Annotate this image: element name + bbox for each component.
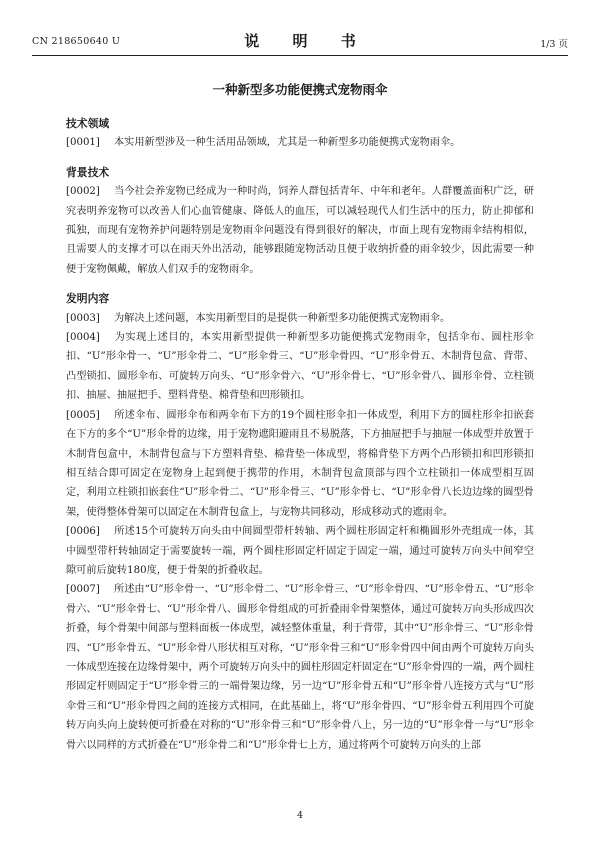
page-header <box>32 30 568 50</box>
paragraph <box>66 406 534 522</box>
paragraph-number: [0007] <box>66 584 100 596</box>
document-number: CN 218650640 U <box>32 36 121 47</box>
paragraph-number: [0006] <box>66 526 100 538</box>
paragraph-number: [0003] <box>66 312 100 324</box>
paragraph <box>66 182 534 279</box>
document-title: 一种新型多功能便携式宠物雨伞 <box>212 82 388 97</box>
paragraph <box>66 580 534 755</box>
paragraph-number: [0001] <box>66 137 100 149</box>
page-info: 1/3 页 <box>540 39 568 50</box>
section-background-art <box>66 163 534 279</box>
section-heading: 技术领域 <box>66 117 110 130</box>
document-body <box>66 114 534 755</box>
paragraph <box>66 133 534 152</box>
paragraph <box>66 328 534 406</box>
paragraph <box>66 309 534 328</box>
paragraph-text: 所述伞布、圆形伞布和两伞布下方的19个圆柱形伞扣一体成型，利用下方的圆柱形伞扣嵌套在下方的多个“U”形伞骨的边缘，用于宠物遮阳避雨且不易脱落，下方抽屉把手与抽屉一体成型并放置于木制背包盒中，木制背包盒与下方塑料背垫、棉背垫一体成型，将棉背垫下方两个凸形锁扣和凹形锁扣相互结合即可固定在宠物身上起到便于携带的作用，木制背包盒顶部与四个立柱锁扣一体成型相互固定，利用立柱锁扣嵌套住“U”形伞骨二、“U”形伞骨三、“U”形伞骨七、“U”形伞骨八长边边缘的圆型骨架，使得整体骨架可以固定在木制背包盒上，与宠物共同移动，形成移动式的遮雨伞。 <box>66 409 534 518</box>
paragraph-text: 为解决上述问题，本实用新型目的是提供一种新型多功能便携式宠物雨伞。 <box>114 312 451 324</box>
paragraph-number: [0005] <box>66 409 100 421</box>
paragraph <box>66 522 534 580</box>
paragraph-text: 本实用新型涉及一种生活用品领域，尤其是一种新型多功能便携式宠物雨伞。 <box>114 137 461 149</box>
paragraph-number: [0004] <box>66 332 100 344</box>
section-technical-field <box>66 114 534 153</box>
section-summary <box>66 289 534 755</box>
paragraph-number: [0002] <box>66 186 100 198</box>
paragraph-text: 当今社会养宠物已经成为一种时尚，饲养人群包括青年、中年和老年。人群覆盖面积广泛，研究表明养宠物可以改善人们心血管健康、降低人的血压，可以减轻现代人们生活中的压力，防止抑郁和孤独，而现有宠物养护问题特别是宠物雨伞问题没有得到很好的解决，市面上现有宠物雨伞结构相似，且需要人的支撑才可以在雨天外出活动，能够跟随宠物活动且便于收纳折叠的雨伞较少，因此需要一种便于宠物佩戴，解放人们双手的宠物雨伞。 <box>66 186 534 275</box>
header-divider <box>32 55 568 56</box>
paragraph-text: 所述由“U”形伞骨一、“U”形伞骨二、“U”形伞骨三、“U”形伞骨四、“U”形伞骨五、“U”形伞骨六、“U”形伞骨七、“U”形伞骨八、圆形伞骨组成的可折叠雨伞骨架整体，通过可旋转万向头形成四次折叠，每个骨架中间部与塑料面板一体成型，减轻整体重量，利于背带，其中“U”形伞骨三、“U”形伞骨四、“U”形伞骨五、“U”形伞骨八形状相互对称，“U”形伞骨三和“U”形伞骨四中间由两个可旋转万向头一体成型连接在边缘骨架中，两个可旋转万向头中的圆柱形固定杆固定在“U”形伞骨四的一端，两个圆柱形固定杆则固定于“U”形伞骨三的一端骨架边缘，另一边“U”形伞骨五和“U”形伞骨八连接方式与“U”形伞骨三和“U”形伞骨四之间的连接方式相同，在此基础上，将“U”形伞骨四、“U”形伞骨五利用四个可旋转万向头向上旋转便可折叠在对称的“U”形伞骨三和“U”形伞骨八上，另一边的“U”形伞骨一与“U”形伞骨六以同样的方式折叠在“U”形伞骨二和“U”形伞骨七上方，通过将两个可旋转万向头的上部 <box>66 584 534 751</box>
document-type: 说 明 书 <box>244 32 370 50</box>
page-number: 4 <box>296 810 304 821</box>
section-heading: 背景技术 <box>66 165 110 179</box>
paragraph-text: 所述15个可旋转万向头由中间圆型带杆转轴、两个圆柱形固定杆和椭圆形外壳组成一体，其中圆型带杆转轴固定于需要旋转一端，两个圆柱形固定杆固定于固定一端，通过可旋转万向头中间窄空隙可前后旋转180度，便于骨架的折叠收起。 <box>66 526 534 576</box>
section-heading: 发明内容 <box>66 292 110 306</box>
paragraph-text: 为实现上述目的，本实用新型提供一种新型多功能便携式宠物雨伞，包括伞布、圆柱形伞扣、“U”形伞骨一、“U”形伞骨二、“U”形伞骨三、“U”形伞骨四、“U”形伞骨五、木制背包盒、背带、凸型锁扣、圆形伞布、可旋转万向头、“U”形伞骨六、“U”形伞骨七、“U”形伞骨八、圆形伞骨、立柱锁扣、抽屉、抽屉把手、塑料背垫、棉背垫和凹形锁扣。 <box>66 332 534 402</box>
